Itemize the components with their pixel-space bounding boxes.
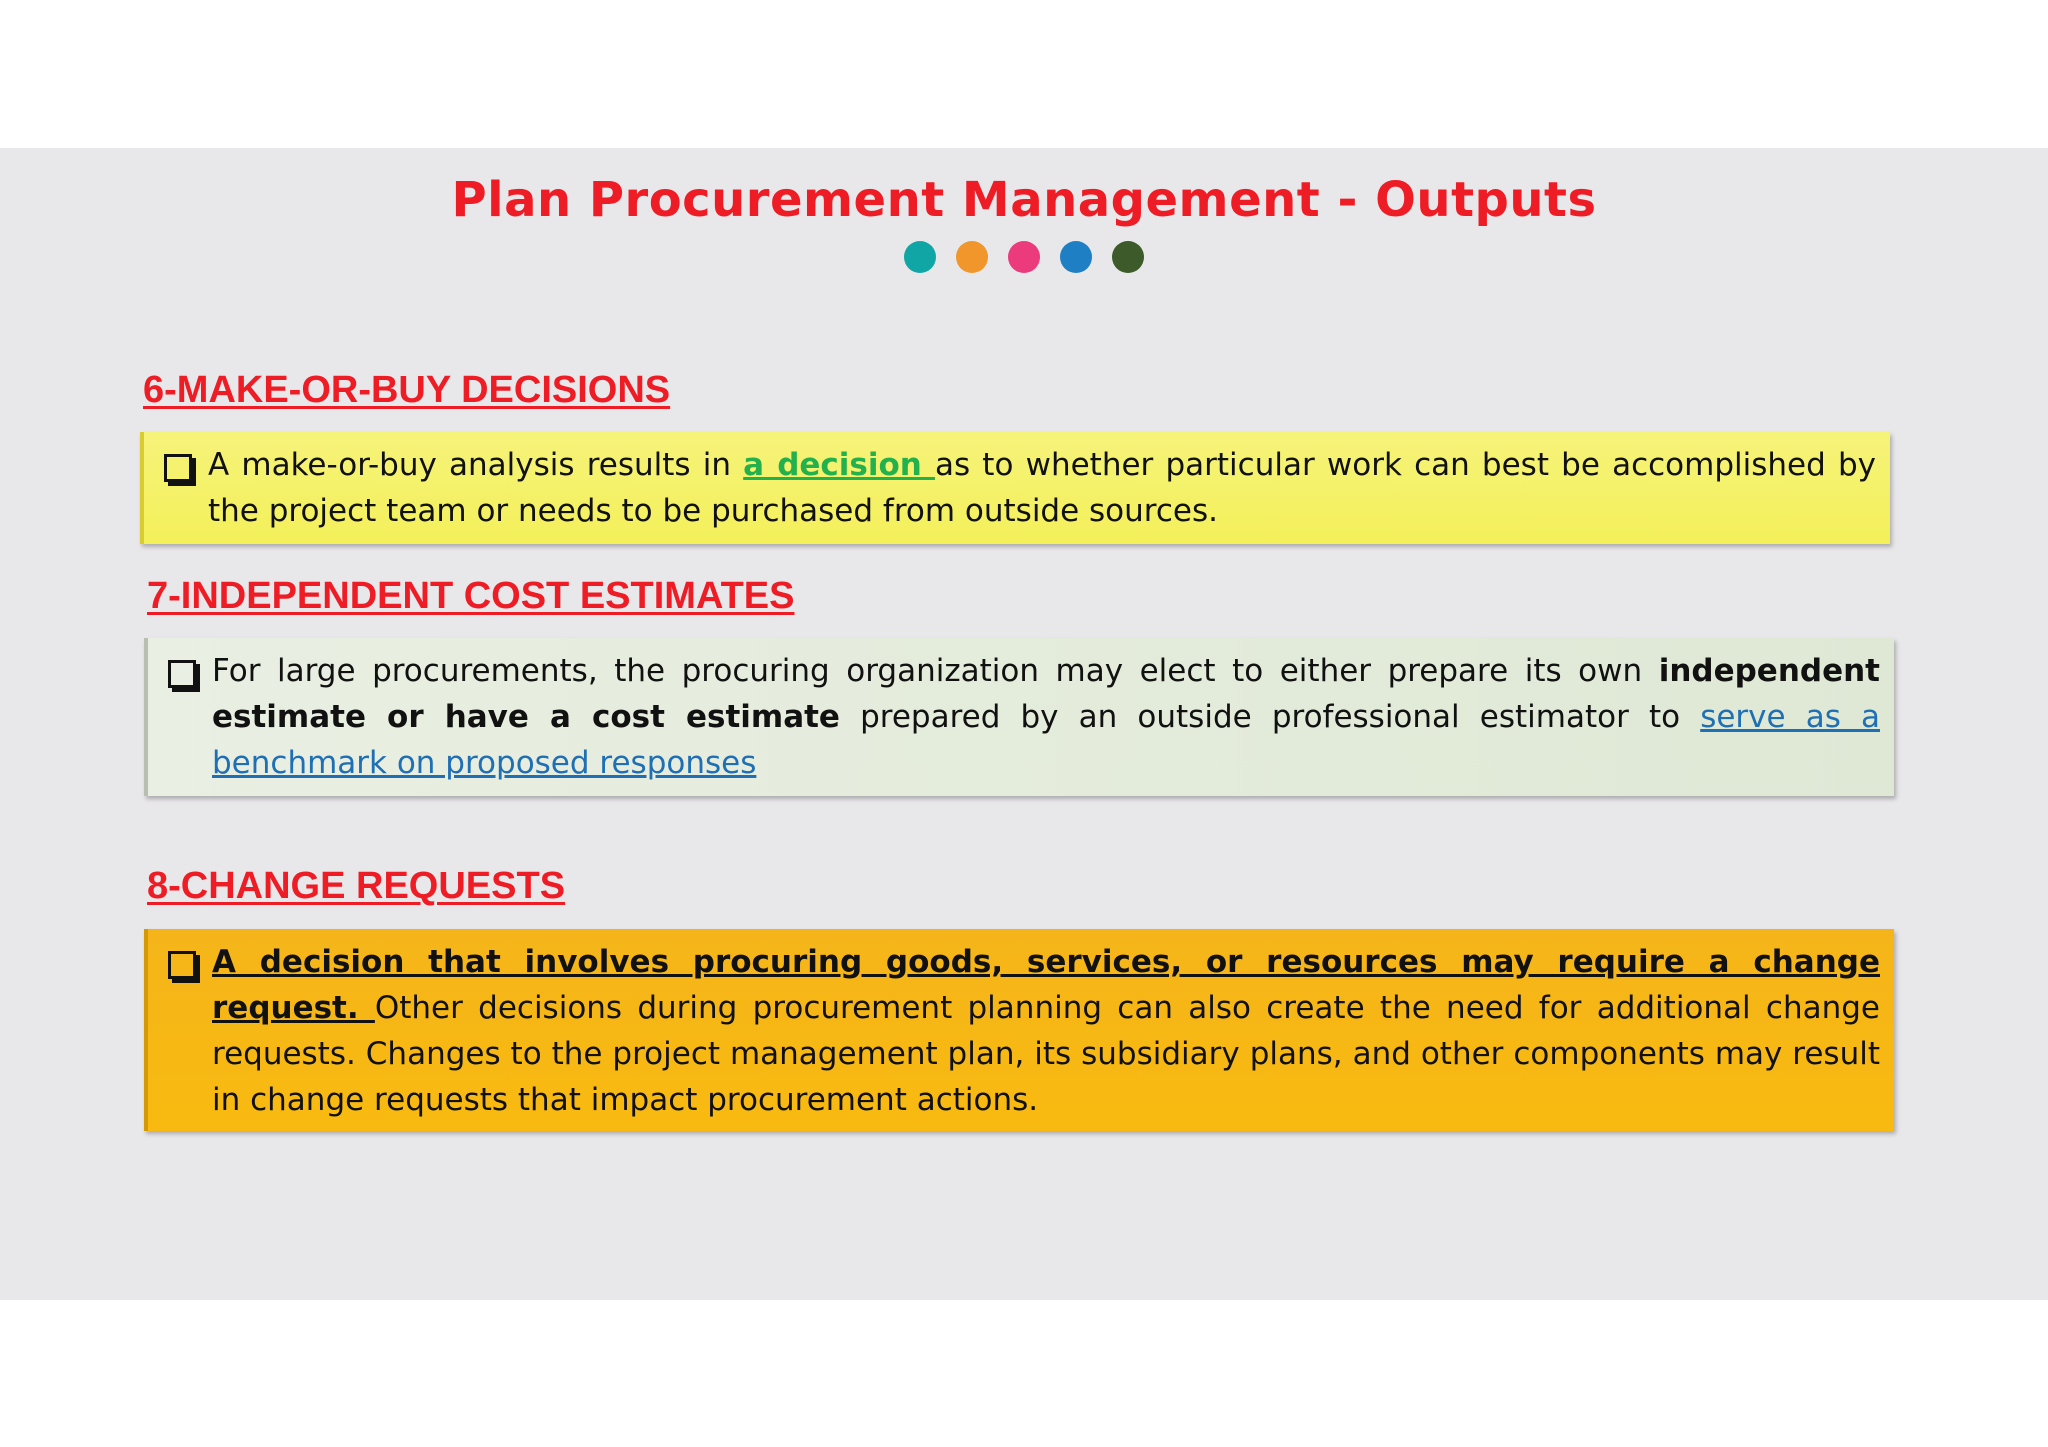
a-decision-link[interactable]: a decision	[743, 447, 935, 483]
change-request-text-after: Other decisions during procurement planning can also create the need for additional change requests. Changes to the project management plan, its subsidiary plans, and other components may result in change requests that impact procurement actions.	[212, 990, 1881, 1118]
change-requests-box	[144, 929, 1894, 1131]
make-or-buy-text-before: A make-or-buy analysis results in	[208, 447, 744, 483]
dot-orange	[956, 241, 988, 273]
decorative-dots	[0, 241, 2048, 273]
heading-make-or-buy: 6-MAKE-OR-BUY DECISIONS	[143, 369, 671, 411]
slide-title: Plan Procurement Management - Outputs	[451, 172, 1597, 228]
dot-pink	[1008, 241, 1040, 273]
checkbox-bullet-icon	[164, 454, 192, 482]
dot-blue	[1060, 241, 1092, 273]
make-or-buy-text-after: as to whether particular work can best be accomplished by the project team or needs to be purchased from outside sources.	[208, 447, 1876, 529]
change-request-bold: A decision that involves procuring goods, services, or resources may require a change request.	[212, 944, 1880, 1026]
checkbox-bullet-icon	[168, 660, 196, 688]
checkbox-bullet-icon	[168, 951, 196, 979]
independent-cost-text-middle: prepared by an outside professional estimator to	[839, 699, 1701, 735]
independent-cost-text-before: For large procurements, the procuring organization may elect to either prepare its own	[212, 653, 1659, 689]
dot-darkgreen	[1112, 241, 1144, 273]
heading-change-requests: 8-CHANGE REQUESTS	[147, 865, 566, 907]
slide	[0, 148, 2048, 1300]
benchmark-link[interactable]: serve as a benchmark on proposed responses	[212, 699, 1880, 781]
independent-estimate-bold: independent estimate or have a cost estimate	[212, 653, 1880, 735]
heading-independent-cost-estimates: 7-INDEPENDENT COST ESTIMATES	[147, 575, 795, 617]
independent-cost-box	[144, 638, 1894, 796]
dot-teal	[904, 241, 936, 273]
make-or-buy-box	[140, 432, 1890, 544]
